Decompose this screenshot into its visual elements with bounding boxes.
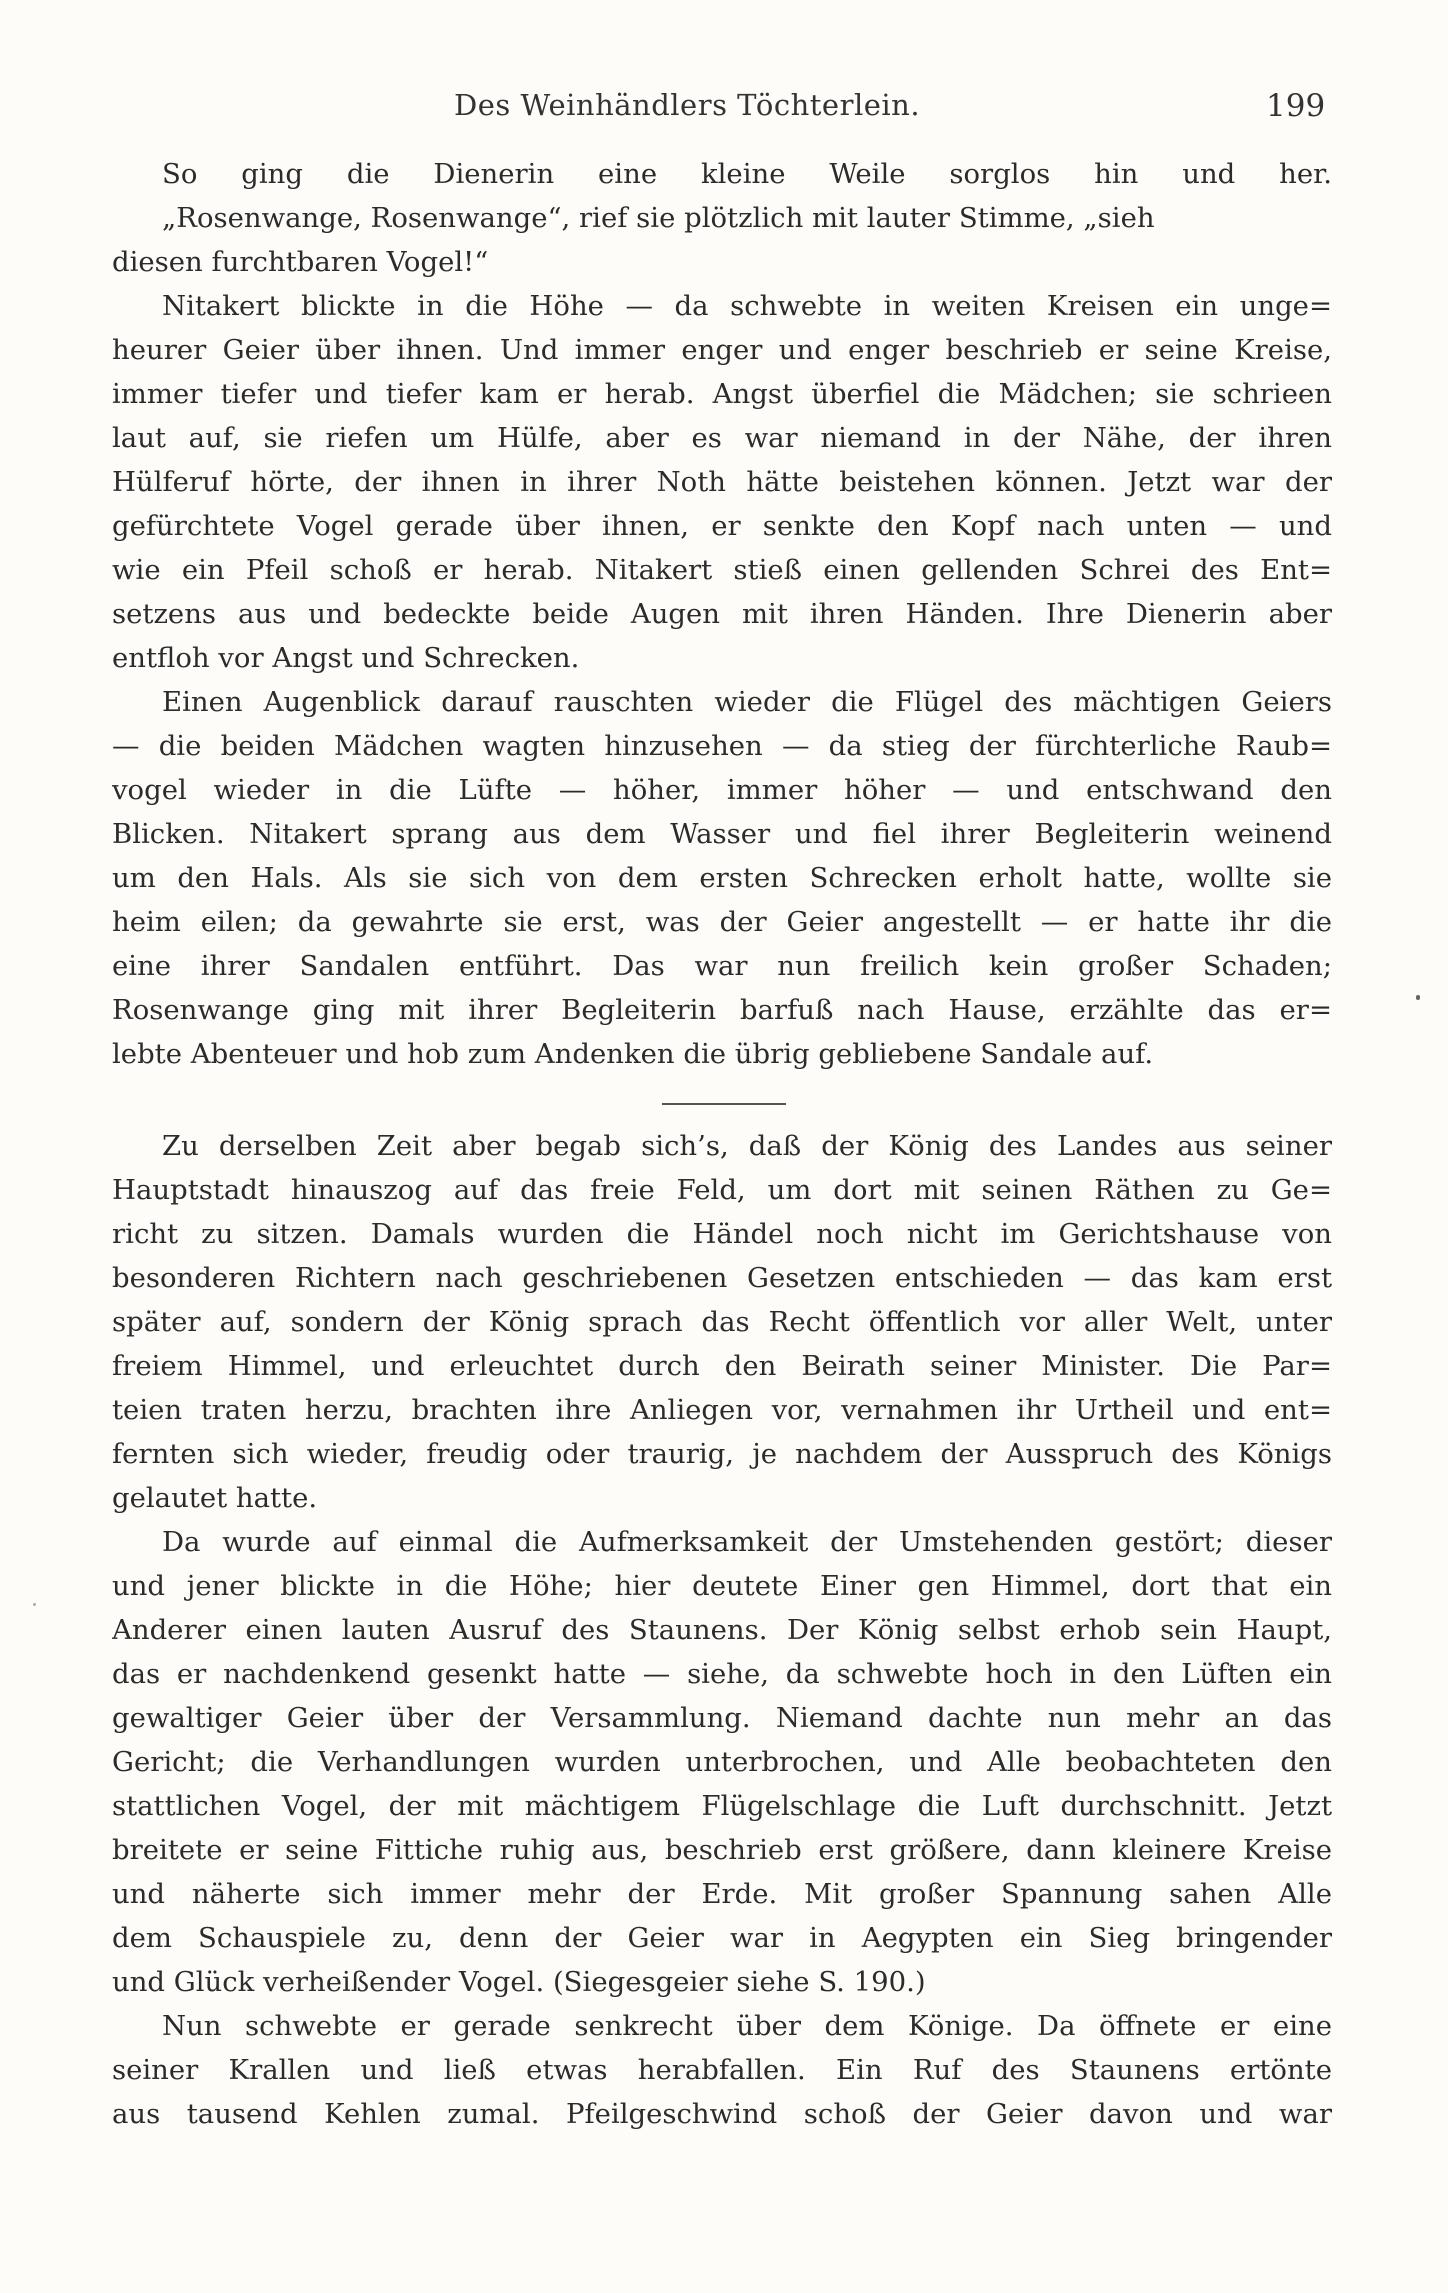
- text-line: das er nachdenkend gesenkt hatte — siehe, da schwebte hoch in den Lüften ein: [112, 1658, 1332, 1690]
- text-line: heim eilen; da gewahrte sie erst, was der Geier angestellt — er hatte ihr die: [112, 906, 1332, 938]
- text-line: gelautet hatte.: [112, 1482, 318, 1514]
- text-line: Zu derselben Zeit aber begab sich’s, daß der König des Landes aus seiner: [162, 1130, 1332, 1162]
- text-line: immer tiefer und tiefer kam er herab. Angst überfiel die Mädchen; sie schrieen: [112, 378, 1332, 410]
- text-line: seiner Krallen und ließ etwas herabfallen. Ein Ruf des Staunens ertönte: [112, 2054, 1332, 2086]
- text-line: laut auf, sie riefen um Hülfe, aber es war niemand in der Nähe, der ihren: [112, 422, 1332, 454]
- text-line: richt zu sitzen. Damals wurden die Händel noch nicht im Gerichtshause von: [112, 1218, 1332, 1250]
- text-line: entfloh vor Angst und Schrecken.: [112, 642, 580, 674]
- text-line: vogel wieder in die Lüfte — höher, immer höher — und entschwand den: [112, 774, 1332, 806]
- text-line: dem Schauspiele zu, denn der Geier war in Aegypten ein Sieg bringender: [112, 1922, 1332, 1954]
- text-line: besonderen Richtern nach geschriebenen Gesetzen entschieden — das kam erst: [112, 1262, 1332, 1294]
- text-line: diesen furchtbaren Vogel!“: [112, 246, 489, 278]
- text-line: aus tausend Kehlen zumal. Pfeilgeschwind schoß der Geier davon und war: [112, 2098, 1332, 2130]
- running-title: Des Weinhändlers Töchterlein.: [454, 88, 921, 122]
- ink-speck: [33, 1603, 36, 1606]
- text-line: stattlichen Vogel, der mit mächtigem Flügelschlage die Luft durchschnitt. Jetzt: [112, 1790, 1332, 1822]
- text-line: Nun schwebte er gerade senkrecht über dem Könige. Da öffnete er eine: [162, 2010, 1332, 2042]
- text-line: Rosenwange ging mit ihrer Begleiterin barfuß nach Hause, erzählte das er=: [112, 994, 1332, 1026]
- text-line: später auf, sondern der König sprach das Recht öffentlich vor aller Welt, unter: [112, 1306, 1332, 1338]
- section-divider: [662, 1103, 786, 1105]
- text-line: wie ein Pfeil schoß er herab. Nitakert stieß einen gellenden Schrei des Ent=: [112, 554, 1332, 586]
- running-head: [0, 88, 1448, 128]
- text-line: heurer Geier über ihnen. Und immer enger und enger beschrieb er seine Kreise,: [112, 334, 1332, 366]
- text-line: und Glück verheißender Vogel. (Siegesgeier siehe S. 190.): [112, 1966, 926, 1998]
- text-line: Hülferuf hörte, der ihnen in ihrer Noth hätte beistehen können. Jetzt war der: [112, 466, 1332, 498]
- text-line: — die beiden Mädchen wagten hinzusehen — da stieg der fürchterliche Raub=: [112, 730, 1332, 762]
- page-number: 199: [1266, 88, 1326, 124]
- section-a-text: [112, 152, 1332, 1076]
- text-line: Hauptstadt hinauszog auf das freie Feld, um dort mit seinen Räthen zu Ge=: [112, 1174, 1332, 1206]
- text-line: und näherte sich immer mehr der Erde. Mit großer Spannung sahen Alle: [112, 1878, 1332, 1910]
- text-line: eine ihrer Sandalen entführt. Das war nun freilich kein großer Schaden;: [112, 950, 1332, 982]
- ink-speck: [1416, 995, 1420, 1000]
- text-line: um den Hals. Als sie sich von dem ersten Schrecken erholt hatte, wollte sie: [112, 862, 1332, 894]
- text-line: Einen Augenblick darauf rauschten wieder die Flügel des mächtigen Geiers: [162, 686, 1332, 718]
- text-line: freiem Himmel, und erleuchtet durch den Beirath seiner Minister. Die Par=: [112, 1350, 1332, 1382]
- text-line: gewaltiger Geier über der Versammlung. Niemand dachte nun mehr an das: [112, 1702, 1332, 1734]
- text-line: lebte Abenteuer und hob zum Andenken die übrig gebliebene Sandale auf.: [112, 1038, 1154, 1070]
- text-line: gefürchtete Vogel gerade über ihnen, er senkte den Kopf nach unten — und: [112, 510, 1332, 542]
- text-line: Da wurde auf einmal die Aufmerksamkeit der Umstehenden gestört; dieser: [162, 1526, 1332, 1558]
- text-line: So ging die Dienerin eine kleine Weile sorglos hin und her.: [162, 158, 1332, 190]
- text-line: „Rosenwange, Rosenwange“, rief sie plötzlich mit lauter Stimme, „sieh: [162, 202, 1155, 234]
- text-line: setzens aus und bedeckte beide Augen mit ihren Händen. Ihre Dienerin aber: [112, 598, 1332, 630]
- text-line: breitete er seine Fittiche ruhig aus, beschrieb erst größere, dann kleinere Kreise: [112, 1834, 1332, 1866]
- section-b-text: [112, 1124, 1332, 2136]
- text-line: und jener blickte in die Höhe; hier deutete Einer gen Himmel, dort that ein: [112, 1570, 1332, 1602]
- text-line: Blicken. Nitakert sprang aus dem Wasser und fiel ihrer Begleiterin weinend: [112, 818, 1332, 850]
- text-line: fernten sich wieder, freudig oder traurig, je nachdem der Ausspruch des Königs: [112, 1438, 1332, 1470]
- text-line: Gericht; die Verhandlungen wurden unterbrochen, und Alle beobachteten den: [112, 1746, 1332, 1778]
- text-line: Nitakert blickte in die Höhe — da schwebte in weiten Kreisen ein unge=: [162, 290, 1332, 322]
- text-line: Anderer einen lauten Ausruf des Staunens. Der König selbst erhob sein Haupt,: [112, 1614, 1332, 1646]
- text-line: teien traten herzu, brachten ihre Anliegen vor, vernahmen ihr Urtheil und ent=: [112, 1394, 1332, 1426]
